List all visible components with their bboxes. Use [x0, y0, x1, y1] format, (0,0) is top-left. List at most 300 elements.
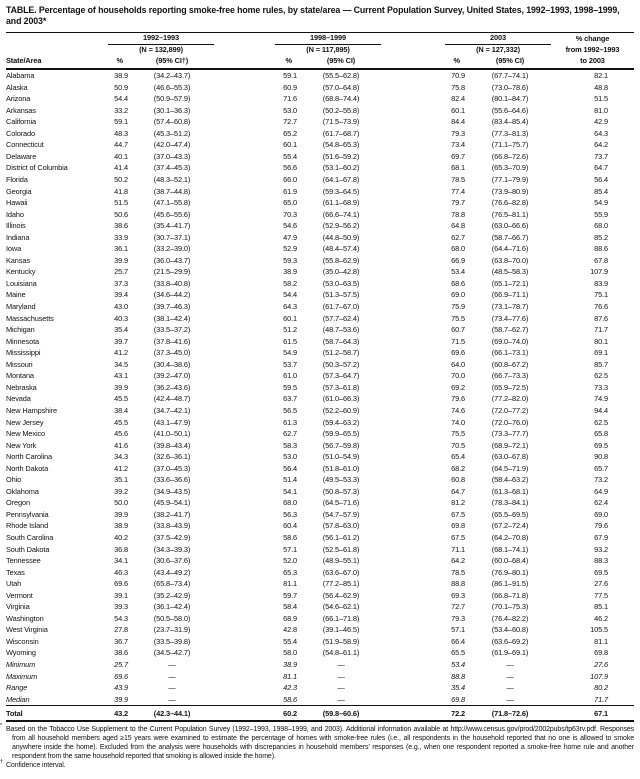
table-row [6, 497, 634, 509]
pct-1992-cell: 37.3 [114, 278, 128, 288]
pct-1992-cell: 34.5 [114, 359, 128, 369]
pct-1992-cell: 38.6 [114, 221, 128, 231]
pct-1998-cell: 53.0 [283, 105, 297, 115]
pct-1992-cell: 25.7 [114, 267, 128, 277]
ci-1992-cell: (38.7–44.8) [153, 186, 191, 196]
pct-1992-cell: 41.8 [114, 186, 128, 196]
pct-1998-cell: 57.1 [283, 544, 297, 554]
table-row [6, 382, 634, 394]
pct-1998-cell: 52.0 [283, 556, 297, 566]
sample-size-label: (N = 117,895) [306, 44, 350, 54]
state-area-header: State/Area [6, 56, 108, 70]
pct-change-cell: 73.3 [594, 382, 608, 392]
pct-change-cell: 68.0 [594, 221, 608, 231]
pct-change-cell: 46.2 [594, 613, 608, 623]
table-row [6, 116, 634, 128]
pct-change-cell: 71.7 [594, 694, 608, 704]
ci-1998-cell: (48.4–57.4) [322, 244, 360, 254]
state-area-cell: West Virginia [6, 625, 48, 635]
ci-1998-cell: (61.0–66.3) [322, 394, 360, 404]
ci-2003-cell: (73.0–78.6) [491, 82, 529, 92]
year-header-row [6, 32, 634, 45]
pct-1992-cell: 69.6 [114, 671, 128, 681]
pct-2003-cell: 72.7 [451, 602, 465, 612]
ci-1992-cell: (21.5–29.9) [153, 267, 191, 277]
ci-2003-cell: — [506, 683, 514, 693]
ci-1998-cell: (53.1–60.2) [322, 163, 360, 173]
table-row [6, 301, 634, 313]
pct-change-cell: 69.8 [594, 648, 608, 658]
state-area-cell: Georgia [6, 186, 32, 196]
state-area-cell: Hawaii [6, 198, 28, 208]
pct-1992-cell: 39.9 [114, 509, 128, 519]
pct-change-cell: 69.5 [594, 440, 608, 450]
pct-change-cell: 71.7 [594, 325, 608, 335]
pct-1998-header: % [212, 56, 301, 70]
ci-1998-cell: — [337, 659, 345, 669]
ci-2003-cell: (83.4–85.4) [491, 117, 529, 127]
ci-1992-cell: (42.3–44.1) [132, 706, 212, 721]
ci-1992-cell: (30.1–36.3) [153, 105, 191, 115]
ci-2003-cell: (66.7–73.3) [491, 371, 529, 381]
pct-1998-cell: 56.3 [283, 509, 297, 519]
table-row [6, 289, 634, 301]
state-area-cell: Maryland [6, 302, 36, 312]
table-row [6, 69, 634, 82]
pct-1998-cell: 60.1 [283, 140, 297, 150]
table-row [6, 463, 634, 475]
pct-1998-cell: 59.5 [283, 382, 297, 392]
pct-2003-cell: 67.5 [451, 509, 465, 519]
pct-1998-cell: 58.6 [283, 532, 297, 542]
ci-2003-cell: (65.1–72.1) [491, 278, 529, 288]
table-row [6, 128, 634, 140]
table-row [6, 313, 634, 325]
pct-2003-cell: 79.3 [451, 613, 465, 623]
ci-1992-cell: (45.6–55.6) [153, 209, 191, 219]
pct-1992-cell: 39.9 [114, 255, 128, 265]
ci-2003-cell: (77.1–79.9) [491, 175, 529, 185]
period-2003-header [381, 32, 551, 45]
ci-1998-cell: (77.2–85.1) [322, 579, 360, 589]
ci-1998-cell: (57.8–63.0) [322, 521, 360, 531]
pct-2003-cell: 62.7 [451, 232, 465, 242]
pct-1992-cell: 40.1 [114, 151, 128, 161]
state-area-cell: Maximum [6, 671, 38, 681]
ci-1998-cell: (66.1–71.8) [322, 613, 360, 623]
ci-1998-cell: (68.8–74.4) [322, 94, 360, 104]
pct-1998-cell: 63.7 [283, 394, 297, 404]
pct-change-cell: 75.1 [594, 290, 608, 300]
ci-1998-cell: (52.5–61.8) [322, 544, 360, 554]
pct-1992-cell: 54.3 [114, 613, 128, 623]
ci-1992-cell: (37.0–45.3) [153, 463, 191, 473]
ci-1998-cell: (48.9–55.1) [322, 556, 360, 566]
pct-2003-cell: 66.9 [451, 255, 465, 265]
table-row [6, 220, 634, 232]
pct-1992-cell: 35.4 [114, 325, 128, 335]
pct-1992-cell: 41.2 [114, 463, 128, 473]
ci-1992-cell: (37.8–41.6) [153, 336, 191, 346]
pct-1998-cell: 42.8 [283, 625, 297, 635]
state-area-cell: Kansas [6, 255, 30, 265]
table-row [6, 324, 634, 336]
pct-change-cell: 79.6 [594, 521, 608, 531]
ci-2003-cell: (68.9–72.1) [491, 440, 529, 450]
pct-2003-cell: 71.1 [451, 544, 465, 554]
state-area-cell: Minnesota [6, 336, 40, 346]
ci-2003-cell: (58.7–66.7) [491, 232, 529, 242]
pct-change-cell: 65.7 [594, 463, 608, 473]
pct-1992-cell: 43.9 [114, 683, 128, 693]
ci-1998-cell: (58.7–64.3) [322, 336, 360, 346]
pct-1998-cell: 81.1 [283, 671, 297, 681]
ci-2003-cell: (73.9–80.9) [491, 186, 529, 196]
ci-1992-cell: (39.7–46.3) [153, 302, 191, 312]
ci-1992-cell: (50.5–58.0) [153, 613, 191, 623]
pct-change-cell: 85.2 [594, 232, 608, 242]
pct-2003-cell: 71.5 [451, 336, 465, 346]
state-area-cell: New Hampshire [6, 405, 58, 415]
pct-1992-cell: 39.3 [114, 602, 128, 612]
ci-2003-cell: (60.0–68.4) [491, 556, 529, 566]
ci-1998-cell: (52.2–60.9) [322, 405, 360, 415]
table-row [6, 93, 634, 105]
ci-1998-cell: (50.2–55.8) [322, 105, 360, 115]
ci-1992-cell: (65.8–73.4) [153, 579, 191, 589]
ci-1998-cell: (59.8–60.6) [301, 706, 381, 721]
pct-1998-cell: 42.3 [283, 683, 297, 693]
pct-change-cell: 64.2 [594, 140, 608, 150]
pct-2003-cell: 64.2 [451, 556, 465, 566]
table-row [6, 82, 634, 94]
pct-change-cell: 74.9 [594, 394, 608, 404]
state-area-cell: Maine [6, 290, 26, 300]
table-row [6, 520, 634, 532]
ci-1992-cell: (36.0–43.7) [153, 255, 191, 265]
ci-1998-cell: (57.3–61.8) [322, 382, 360, 392]
pct-change-cell: 62.5 [594, 371, 608, 381]
ci-1998-cell: (56.4–62.9) [322, 590, 360, 600]
ci-2003-cell: (76.9–80.1) [491, 567, 529, 577]
state-area-cell: South Carolina [6, 532, 54, 542]
table-row [6, 347, 634, 359]
ci-2003-cell: (76.6–82.8) [491, 198, 529, 208]
table-row [6, 417, 634, 429]
pct-1998-cell: 66.0 [283, 175, 297, 185]
ci-1992-cell: — [168, 683, 176, 693]
pct-2003-cell: 57.1 [451, 625, 465, 635]
pct-2003-cell: 70.0 [451, 371, 465, 381]
ci-2003-cell: (72.0–77.2) [491, 405, 529, 415]
state-area-cell: Illinois [6, 221, 26, 231]
ci-1998-cell: (50.8–57.3) [322, 486, 360, 496]
pct-1998-cell: 54.9 [283, 348, 297, 358]
ci-1998-cell: (50.3–57.2) [322, 359, 360, 369]
pct-1992-cell: 27.8 [114, 625, 128, 635]
ci-2003-cell: (66.8–72.6) [491, 151, 529, 161]
state-area-cell: Idaho [6, 209, 24, 219]
pct-2003-cell: 75.9 [451, 302, 465, 312]
state-area-cell: Iowa [6, 244, 22, 254]
pct-change-cell: 56.4 [594, 175, 608, 185]
ci-1998-cell: — [337, 671, 345, 681]
ci-1998-cell: (52.9–56.2) [322, 221, 360, 231]
pct-1992-cell: 59.1 [114, 117, 128, 127]
state-area-cell: Florida [6, 175, 28, 185]
ci-1992-cell: (30.6–37.6) [153, 556, 191, 566]
ci-1992-cell: (45.3–51.2) [153, 128, 191, 138]
pct-2003-cell: 69.3 [451, 590, 465, 600]
table-row [6, 555, 634, 567]
ci-1992-cell: (38.1–42.4) [153, 313, 191, 323]
ci-1998-cell: (54.8–65.3) [322, 140, 360, 150]
pct-change-cell: 85.1 [594, 602, 608, 612]
ci-1992-cell: (34.3–39.3) [153, 544, 191, 554]
ci-1998-cell: (59.4–63.2) [322, 417, 360, 427]
pct-2003-cell: 35.4 [451, 683, 465, 693]
state-area-cell: Ohio [6, 475, 22, 485]
pct-1992-cell: 40.2 [114, 532, 128, 542]
state-area-cell: Arizona [6, 94, 31, 104]
state-area-cell: Nebraska [6, 382, 37, 392]
pct-1998-cell: 68.9 [283, 613, 297, 623]
pct-1992-cell: 48.3 [114, 128, 128, 138]
pct-1998-cell: 59.3 [283, 255, 297, 265]
pct-1992-cell: 38.4 [114, 405, 128, 415]
table-row [6, 613, 634, 625]
pct-1992-cell: 41.6 [114, 440, 128, 450]
ci-2003-cell: (63.0–66.6) [491, 221, 529, 231]
pct-2003-cell: 68.2 [451, 463, 465, 473]
ci-1992-cell: (30.7–37.1) [153, 232, 191, 242]
pct-change-cell: 77.5 [594, 590, 608, 600]
ci-1992-cell: — [168, 659, 176, 669]
n-1992-1993 [108, 45, 212, 56]
pct-change-cell: 88.3 [594, 556, 608, 566]
ci-1998-cell: (35.0–42.8) [322, 267, 360, 277]
pct-1992-cell: 43.1 [114, 371, 128, 381]
pct-1992-cell: 33.2 [114, 105, 128, 115]
ci-1998-cell: (61.1–68.9) [322, 198, 360, 208]
pct-change-cell: 51.5 [594, 94, 608, 104]
pct-1998-cell: 71.6 [283, 94, 297, 104]
ci-1998-cell: (55.5–62.8) [322, 71, 360, 81]
pct-change-cell: 27.6 [594, 579, 608, 589]
footnote-text: Based on the Tobacco Use Supplement to the Current Population Survey (1992–1993, 1998–1999, and 2003). Additional information available at http://www.census.gov/prod/2002pubs/tp63rv.pdf. Responses from all household members aged ≥15 years were examined to estimate the percentage of homes with smoke-free rules (i.e., all respondents in the household reported that no one is allowed to smoke anywhere inside the home). Excluded from the analysis were households with discrepancies in household members’ responses (e.g., when one respondent reported a smoke-free home rule and another respondent from the same household reported that smoking is allowed inside the home). [6, 725, 634, 760]
ci-1992-cell: — [168, 694, 176, 704]
table-row [6, 151, 634, 163]
table-row [6, 243, 634, 255]
ci-1992-cell: (48.3–52.1) [153, 175, 191, 185]
pct-change-cell: 81.1 [594, 636, 608, 646]
ci-1992-cell: (37.4–45.3) [153, 163, 191, 173]
state-area-cell: Pennsylvania [6, 509, 49, 519]
ci-2003-cell: (73.1–78.7) [491, 302, 529, 312]
pct-1992-cell: 50.9 [114, 82, 128, 92]
ci-1992-cell: (36.2–43.6) [153, 382, 191, 392]
pct-change-cell: 82.1 [594, 71, 608, 81]
pct-1992-cell: 39.2 [114, 486, 128, 496]
state-area-cell: Total [6, 706, 108, 721]
state-area-cell: Delaware [6, 151, 37, 161]
ci-1992-header: (95% CI†) [132, 56, 212, 70]
table-row [6, 278, 634, 290]
state-area-cell: Virginia [6, 602, 30, 612]
ci-1992-cell: (34.6–44.2) [153, 290, 191, 300]
state-area-cell: Mississippi [6, 348, 41, 358]
pct-change-cell: 73.7 [594, 151, 608, 161]
ci-1992-cell: (33.5–37.2) [153, 325, 191, 335]
pct-1992-cell: 36.7 [114, 636, 128, 646]
ci-1998-cell: (55.8–62.9) [322, 255, 360, 265]
state-area-cell: New Jersey [6, 417, 44, 427]
ci-1992-cell: (45.9–54.1) [153, 498, 191, 508]
pct-2003-cell: 64.0 [451, 359, 465, 369]
ci-2003-cell: — [506, 671, 514, 681]
period-1992-1993-header [108, 32, 212, 45]
state-area-cell: Michigan [6, 325, 35, 335]
pct-1992-cell: 45.5 [114, 417, 128, 427]
ci-2003-cell: (64.5–71.9) [491, 463, 529, 473]
pct-2003-cell: 65.5 [451, 648, 465, 658]
pct-1998-cell: 58.3 [283, 440, 297, 450]
pct-2003-cell: 69.2 [451, 382, 465, 392]
ci-1998-cell: (56.1–61.2) [322, 532, 360, 542]
table-row [6, 186, 634, 198]
summary-row [6, 671, 634, 683]
ci-2003-cell: (66.1–73.1) [491, 348, 529, 358]
pct-1998-cell: 65.3 [283, 567, 297, 577]
period-label: 2003 [445, 33, 551, 45]
ci-1998-cell: (57.3–64.7) [322, 371, 360, 381]
pct-2003-cell: 78.5 [451, 567, 465, 577]
state-area-cell: Alaska [6, 82, 28, 92]
ci-2003-cell: — [506, 659, 514, 669]
ci-2003-cell: (70.1–75.3) [491, 602, 529, 612]
ci-1998-cell: (44.8–50.9) [322, 232, 360, 242]
ci-2003-cell: (60.8–67.2) [491, 359, 529, 369]
pct-change-cell: 65.8 [594, 429, 608, 439]
ci-1992-cell: (46.6–55.3) [153, 82, 191, 92]
state-area-cell: Montana [6, 371, 34, 381]
pct-change-cell: 81.0 [594, 105, 608, 115]
pct-1998-cell: 61.5 [283, 336, 297, 346]
footnotes [0, 723, 634, 770]
table-row [6, 336, 634, 348]
pct-change-cell: 67.8 [594, 255, 608, 265]
ci-1998-cell: — [337, 694, 345, 704]
ci-1992-cell: (42.4–48.7) [153, 394, 191, 404]
ci-1998-cell: (66.6–74.1) [322, 209, 360, 219]
table-title: TABLE. Percentage of households reporting smoke-free home rules, by state/area — Current Population Survey, United States, 1992–1993, 1998–1999, and 2003* [6, 5, 620, 26]
ci-2003-cell: (69.0–74.0) [491, 336, 529, 346]
ci-2003-cell: (65.5–69.5) [491, 509, 529, 519]
summary-row [6, 659, 634, 671]
ci-1998-cell: (54.8–61.1) [322, 648, 360, 658]
pct-1998-cell: 56.6 [283, 163, 297, 173]
table-row [6, 232, 634, 244]
ci-2003-cell: (48.5–58.3) [491, 267, 529, 277]
pct-1992-cell: 40.3 [114, 313, 128, 323]
ci-1992-cell: (39.8–43.4) [153, 440, 191, 450]
ci-2003-cell: (72.0–76.0) [491, 417, 529, 427]
ci-1992-cell: (43.4–49.2) [153, 567, 191, 577]
pct-2003-cell: 68.0 [451, 244, 465, 254]
table-row [6, 636, 634, 648]
ci-2003-cell: (77.2–82.0) [491, 394, 529, 404]
pct-2003-cell: 75.5 [451, 313, 465, 323]
pct-1992-cell: 69.6 [114, 579, 128, 589]
ci-2003-cell: — [506, 694, 514, 704]
n-2003 [381, 45, 551, 56]
pct-2003-cell: 67.5 [451, 532, 465, 542]
table-row [6, 428, 634, 440]
pct-change-cell: 62.5 [594, 417, 608, 427]
ci-2003-cell: (78.3–84.1) [491, 498, 529, 508]
pct-2003-cell: 69.8 [451, 521, 465, 531]
pct-1992-cell: 34.1 [114, 556, 128, 566]
pct-change-cell: 85.7 [594, 359, 608, 369]
ci-1998-cell: (51.0–54.9) [322, 452, 360, 462]
pct-change-cell: 42.9 [594, 117, 608, 127]
ci-2003-cell: (67.7–74.1) [491, 71, 529, 81]
state-area-cell: Minimum [6, 659, 36, 669]
ci-1992-cell: (33.6–36.6) [153, 475, 191, 485]
ci-1992-cell: (37.3–45.0) [153, 348, 191, 358]
table-row [6, 509, 634, 521]
pct-1998-cell: 56.5 [283, 405, 297, 415]
pct-2003-cell: 75.5 [451, 429, 465, 439]
table-header [6, 32, 634, 69]
table-row [6, 451, 634, 463]
ci-1998-cell: (49.5–53.3) [322, 475, 360, 485]
state-area-cell: Missouri [6, 359, 33, 369]
pct-1992-cell: 46.3 [114, 567, 128, 577]
pct-2003-cell: 60.7 [451, 325, 465, 335]
ci-2003-cell: (65.3–70.9) [491, 163, 529, 173]
pct-1998-cell: 64.3 [283, 302, 297, 312]
pct-2003-cell: 74.0 [451, 417, 465, 427]
summary-row [6, 694, 634, 706]
pct-2003-cell: 78.5 [451, 175, 465, 185]
pct-1998-cell: 51.2 [283, 325, 297, 335]
state-area-cell: Nevada [6, 394, 31, 404]
pct-1998-cell: 54.1 [283, 486, 297, 496]
pct-change-header-line2: from 1992–1993 [565, 44, 620, 54]
ci-1998-cell: (48.7–53.6) [322, 325, 360, 335]
pct-change-cell: 80.1 [594, 336, 608, 346]
pct-1992-cell: 39.7 [114, 336, 128, 346]
table-row [6, 474, 634, 486]
state-area-cell: Louisiana [6, 278, 37, 288]
pct-2003-cell: 79.7 [451, 198, 465, 208]
ci-1998-cell: (56.7–59.8) [322, 440, 360, 450]
table-row [6, 532, 634, 544]
pct-1998-cell: 65.2 [283, 128, 297, 138]
ci-1998-cell: (39.1–46.5) [322, 625, 360, 635]
state-area-cell: New York [6, 440, 37, 450]
pct-1992-cell: 50.0 [114, 498, 128, 508]
pct-change-cell: 73.2 [594, 475, 608, 485]
table-row [6, 590, 634, 602]
pct-1998-cell: 47.9 [283, 232, 297, 242]
pct-1992-cell: 50.6 [114, 209, 128, 219]
ci-1992-cell: (50.9–57.9) [153, 94, 191, 104]
ci-2003-cell: (63.6–69.2) [491, 636, 529, 646]
pct-change-cell: 105.5 [590, 625, 608, 635]
ci-1992-cell: (35.2–42.9) [153, 590, 191, 600]
